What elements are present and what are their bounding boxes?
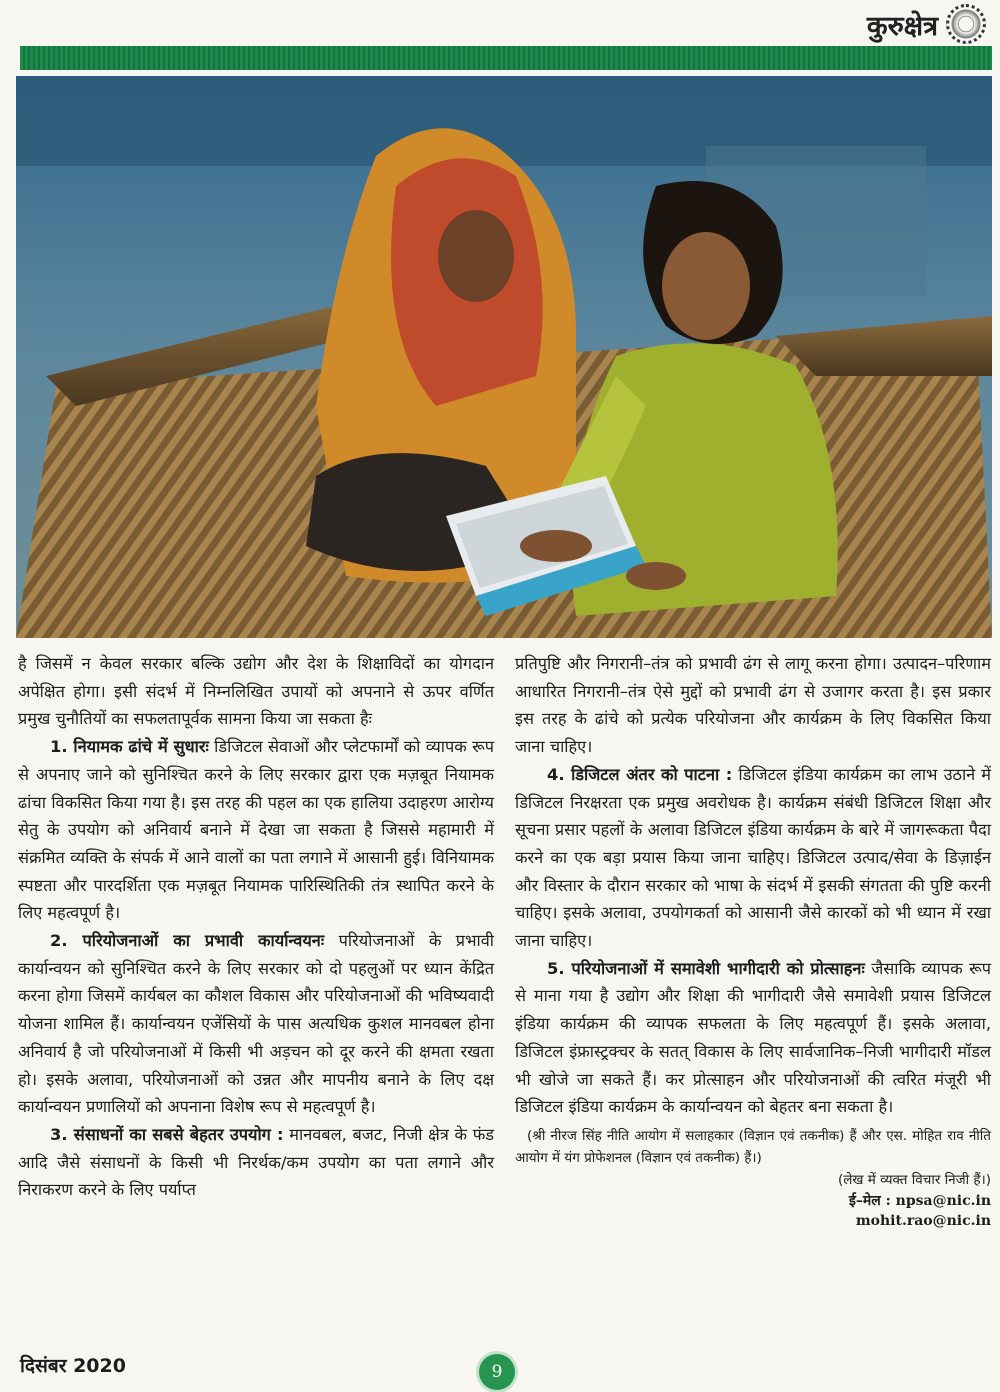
section-1	[18, 733, 494, 927]
author-credit	[515, 1125, 991, 1191]
issue-date: दिसंबर 2020	[20, 1355, 126, 1377]
section-body: जैसाकि व्यापक रूप से माना गया है उद्योग और शिक्षा की भागीदारी जैसे समावेशी प्रयास डिजिटल इंडिया कार्यक्रम की व्यापक सफलता के लिए महत्वपूर्ण हैं। इसके अलावा, डिजिटल इंफ्रास्ट्रक्चर के सतत् विकास के लिए सार्वजानिक–निजी भागीदारी मॉडल भी खोजे जा सकते हैं। कर प्रोत्साहन और परियोजनाओं की त्वरित मंजूरी भी डिजिटल इंडिया कार्यक्रम के कार्यान्वयन को बेहतर बना सकता है।	[515, 958, 991, 1117]
section-heading: 4. डिजिटल अंतर को पाटना :	[547, 764, 733, 784]
page-number: 9	[479, 1354, 515, 1390]
section-body: परियोजनाओं के प्रभावी कार्यान्वयन को सुनिश्चित करने के लिए सरकार को दो पहलुओं पर ध्यान केंद्रित करना होगा जिसमें कार्यबल का कौशल विकास और परियोजनाओं की भविष्यवादी योजना शामिल हैं। कार्यान्वयन एजेंसियों के पास अत्यधिक कुशल मानवबल होना अनिवार्य है जो परियोजनाओं में किसी भी अड़चन को दूर करने की क्षमता रखता हो। इसके अलावा, परियोजनाओं को उन्नत और मापनीय बनाने के लिए दक्ष कार्यान्वयन प्रणालियों को अपनाना विशेष रूप से महत्वपूर्ण है।	[18, 931, 494, 1117]
disclaimer: (लेख में व्यक्त विचार निजी हैं।)	[837, 1171, 991, 1188]
section-body: डिजिटल इंडिया कार्यक्रम का लाभ उठाने में डिजिटल निरक्षरता एक प्रमुख अवरोधक है। कार्यक्रम संबंधी डिजिटल शिक्षा और सूचना प्रसार पहलों के अलावा डिजिटल इंडिया कार्यक्रम के बारे में जागरूकता पैदा करने का एक बड़ा प्रयास किया जाना चाहिए। डिजिटल उत्पाद/सेवा के डिज़ाईन और विस्तार के दौरान सरकार को भाषा के संदर्भ में इसकी संगतता की पुष्टि करनी चाहिए। इसके अलावा, उपयोगकर्ता को आसानी जैसे कारकों को भी ध्यान में रखा जाना चाहिए।	[515, 764, 992, 951]
email-line[interactable]: mohit.rao@nic.in	[855, 1212, 991, 1229]
paragraph: है जिसमें न केवल सरकार बल्कि उद्योग और देश के शिक्षाविदों का योगदान अपेक्षित होगा। इसी संदर्भ में निम्नलिखित उपायों को अपनाने से ऊपर वर्णित प्रमुख चुनौतियों का सफलतापूर्वक सामना किया जा सकता हैः	[18, 654, 494, 729]
email-line[interactable]: ई–मेल : npsa@nic.in	[849, 1192, 991, 1209]
magazine-title: कुरुक्षेत्र	[866, 10, 938, 42]
section-heading: 2. परियोजनाओं का प्रभावी कार्यान्वयनः	[50, 931, 325, 951]
email-block	[515, 1191, 991, 1231]
author-note: (श्री नीरज सिंह नीति आयोग में सलाहकार (विज्ञान एवं तकनीक) हैं और एस. मोहित राव नीति आयोग में यंग प्रोफेशनल (विज्ञान एवं तकनीक) हैं।)	[515, 1127, 991, 1166]
section-5	[515, 955, 991, 1121]
section-heading: 5. परियोजनाओं में समावेशी भागीदारी को प्रोत्साहनः	[547, 958, 865, 978]
section-body: डिजिटल सेवाओं और प्लेटफार्मों को व्यापक रूप से अपनाए जाने को सुनिश्चित करने के लिए सरकार द्वारा एक मज़बूत नियामक ढांचा विकसित किया गया है। इस तरह की पहल का एक हालिया उदाहरण आरोग्य सेतु के उपयोग को अनिवार्य बनाने में देखा जा सकता है जिससे महामारी में संक्रमित व्यक्ति के संपर्क में आने वालों का पता लगाने में आसानी हुई। विनियामक स्पष्टता और पारदर्शिता एक मज़बूत नियामक पारिस्थितिकी तंत्र स्थापित करने के लिए महत्वपूर्ण है।	[18, 737, 495, 923]
left-column	[18, 650, 494, 1204]
section-heading: 1. नियामक ढांचे में सुधारः	[50, 737, 209, 757]
section-2	[18, 927, 494, 1121]
section-heading: 3. संसाधनों का सबसे बेहतर उपयोग :	[50, 1124, 284, 1144]
section-body: मानवबल, बजट, निजी क्षेत्र के फंड आदि जैसे संसाधनों के किसी भी निरर्थक/कम उपयोग का पता लगाने और निराकरण करने के लिए पर्याप्त	[18, 1124, 494, 1200]
header-band	[20, 46, 992, 70]
masthead	[867, 4, 986, 44]
paragraph: प्रतिपुष्टि और निगरानी–तंत्र को प्रभावी ढंग से लागू करना होगा। उत्पादन–परिणाम आधारित निगरानी–तंत्र ऐसे मुद्दों को प्रभावी ढंग से उजागर करता है। इस प्रकार इस तरह के ढांचे को प्रत्येक परियोजना और कार्यक्रम के लिए विकसित किया जाना चाहिए।	[515, 654, 991, 757]
section-3	[18, 1121, 494, 1204]
right-column	[515, 650, 991, 1231]
women-laptop-photo-icon	[16, 76, 992, 638]
emblem-icon	[946, 4, 986, 44]
article-photo	[16, 76, 992, 638]
section-4	[515, 761, 991, 955]
